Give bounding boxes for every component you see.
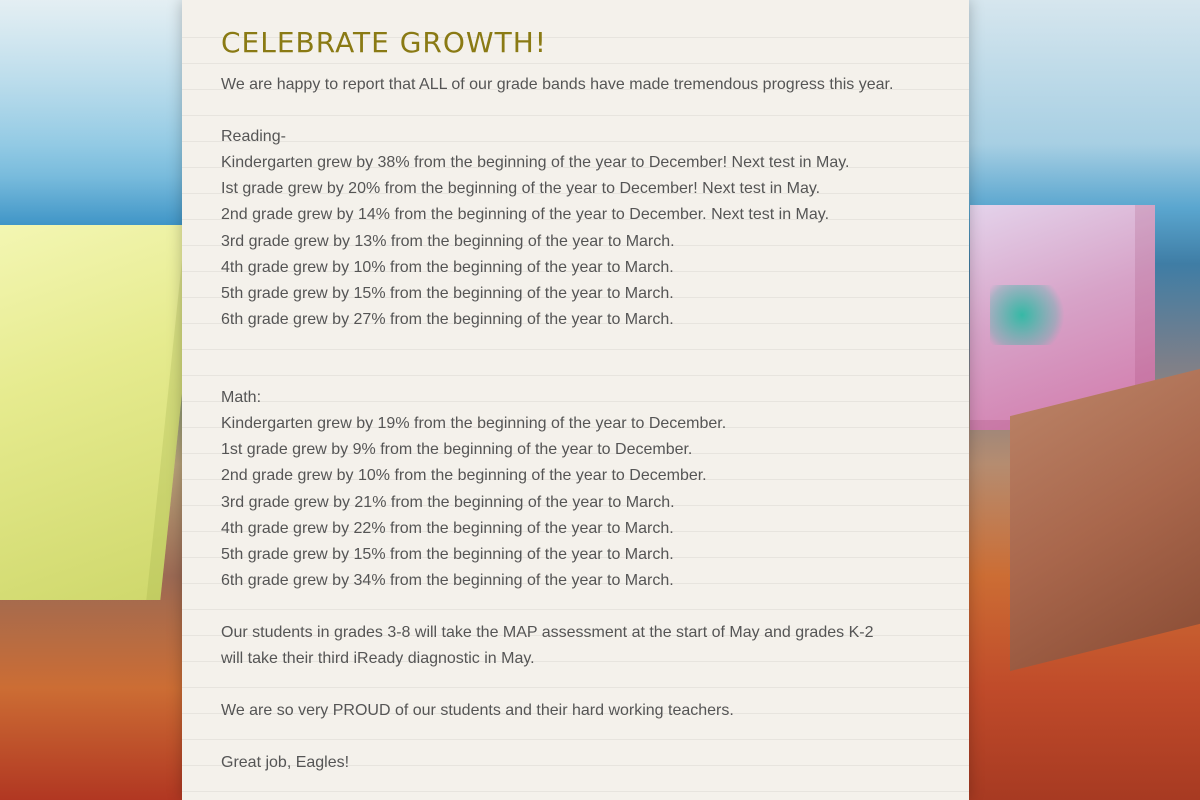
page-title: CELEBRATE GROWTH! <box>221 26 547 59</box>
reading-item: 2nd grade grew by 14% from the beginning of the year to December. Next test in May. <box>221 206 830 224</box>
reading-item: Ist grade grew by 20% from the beginning of the year to December! Next test in May. <box>221 180 821 198</box>
math-item: 6th grade grew by 34% from the beginning of the year to March. <box>221 571 674 589</box>
notebook-paper-panel <box>182 0 969 800</box>
proud-text: We are so very PROUD of our students and their hard working teachers. <box>221 702 734 720</box>
post-body <box>221 72 941 777</box>
spacer <box>221 724 941 750</box>
spacer <box>221 594 941 620</box>
math-heading: Math: <box>221 389 262 407</box>
reading-item: Kindergarten grew by 38% from the beginning of the year to December! Next test in May. <box>221 154 850 172</box>
closing-text: Great job, Eagles! <box>221 754 350 772</box>
intro-text: We are happy to report that ALL of our grade bands have made tremendous progress this year. <box>221 76 894 93</box>
spacer <box>221 333 941 385</box>
brown-chalk-image <box>1010 364 1200 671</box>
reading-heading: Reading- <box>221 128 286 146</box>
math-item: 1st grade grew by 9% from the beginning of the year to December. <box>221 441 693 459</box>
assessment-text-line-2: will take their third iReady diagnostic in May. <box>221 650 535 668</box>
math-item: 3rd grade grew by 21% from the beginning of the year to March. <box>221 493 675 511</box>
reading-item: 5th grade grew by 15% from the beginning of the year to March. <box>221 284 674 302</box>
math-item: 4th grade grew by 22% from the beginning of the year to March. <box>221 519 674 537</box>
reading-item: 4th grade grew by 10% from the beginning of the year to March. <box>221 258 674 276</box>
reading-item: 6th grade grew by 27% from the beginning of the year to March. <box>221 310 674 328</box>
math-item: 5th grade grew by 15% from the beginning of the year to March. <box>221 545 674 563</box>
spacer <box>221 98 941 124</box>
math-item: 2nd grade grew by 10% from the beginning of the year to December. <box>221 467 707 485</box>
spacer <box>221 672 941 698</box>
math-item: Kindergarten grew by 19% from the beginning of the year to December. <box>221 415 727 433</box>
reading-item: 3rd grade grew by 13% from the beginning of the year to March. <box>221 232 675 250</box>
assessment-text-line-1: Our students in grades 3-8 will take the MAP assessment at the start of May and grades K-2 <box>221 623 874 641</box>
